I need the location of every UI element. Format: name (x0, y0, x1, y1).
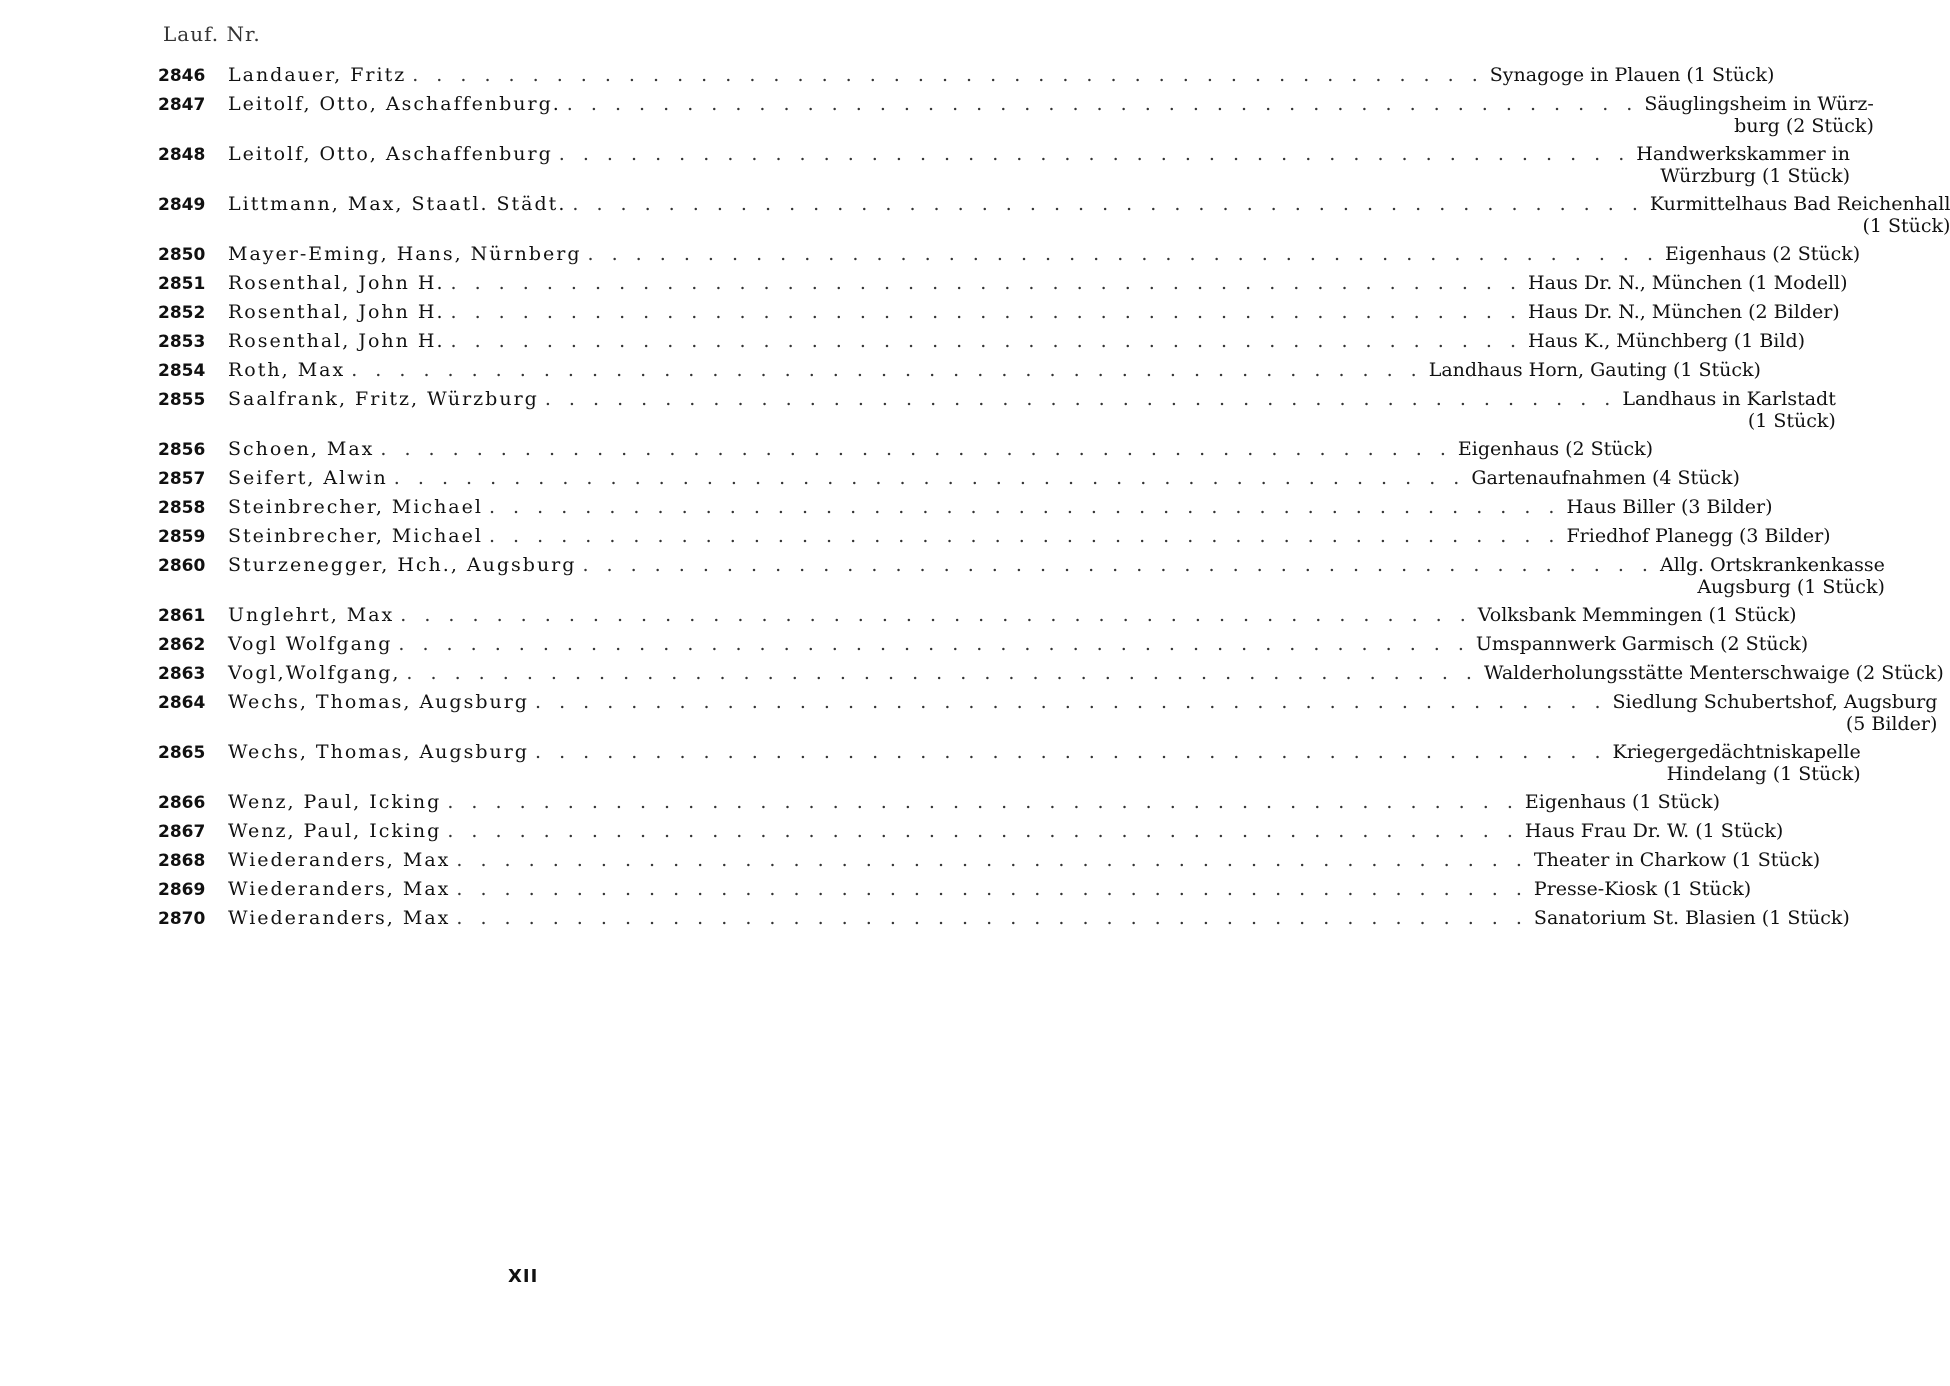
architect-name: Littmann, Max, Staatl. Städt. (228, 193, 567, 215)
work-title: Landhaus Horn, Gauting (1 Stück) (1428, 359, 1761, 381)
catalog-entry (158, 791, 1721, 814)
architect-name: Mayer-Eming, Hans, Nürnberg (228, 243, 582, 265)
dot-leader (489, 525, 1561, 547)
architect-name: Rosenthal, John H. (228, 272, 445, 294)
entry-line (228, 849, 1820, 871)
architect-name: Rosenthal, John H. (228, 330, 445, 352)
architect-name: Leitolf, Otto, Aschaffenburg. (228, 93, 561, 115)
dot-leader (545, 388, 1617, 410)
architect-name: Unglehrt, Max (228, 604, 395, 626)
architect-name: Landauer, Fritz (228, 64, 407, 86)
entry-line (228, 662, 1944, 684)
entry-number: 2869 (158, 880, 206, 900)
dot-leader (380, 438, 1452, 460)
entry-line (228, 243, 1860, 265)
entry-line (228, 496, 1773, 518)
work-title: Haus Dr. N., München (2 Bilder) (1528, 301, 1840, 323)
work-title: Sanatorium St. Blasien (1 Stück) (1533, 907, 1850, 929)
work-title: Allg. Ortskrankenkasse (1659, 554, 1885, 576)
entry-line (228, 388, 1836, 410)
catalog-entry (158, 878, 1752, 901)
dot-leader (447, 791, 1519, 813)
entry-line (228, 820, 1783, 842)
entry-body (228, 64, 1774, 86)
work-title-continued: (1 Stück) (1747, 410, 1836, 432)
entry-number: 2848 (158, 145, 206, 165)
architect-name: Roth, Max (228, 359, 346, 381)
architect-name: Steinbrecher, Michael (228, 525, 483, 547)
work-title: Eigenhaus (1 Stück) (1524, 791, 1721, 813)
dot-leader (567, 93, 1639, 115)
entry-number: 2870 (158, 909, 206, 929)
catalog-entry (158, 820, 1784, 843)
entry-number: 2861 (158, 606, 206, 626)
entry-body (228, 143, 1850, 187)
entry-number: 2847 (158, 95, 206, 115)
entry-body (228, 633, 1808, 655)
work-title: Eigenhaus (2 Stück) (1665, 243, 1861, 265)
work-title: Eigenhaus (2 Stück) (1457, 438, 1654, 460)
entry-body (228, 525, 1831, 547)
work-title: Siedlung Schubertshof, Augsburg (1612, 691, 1938, 713)
dot-leader (447, 820, 1519, 842)
entry-number: 2859 (158, 527, 206, 547)
work-title: Volksbank Memmingen (1 Stück) (1477, 604, 1797, 626)
catalog-entry (158, 691, 1938, 735)
catalog-entry (158, 64, 1775, 87)
entry-number: 2854 (158, 361, 206, 381)
catalog-entry (158, 907, 1850, 930)
entry-body (228, 849, 1820, 871)
dot-leader (456, 907, 1528, 929)
work-title: Haus Dr. N., München (1 Modell) (1528, 272, 1848, 294)
dot-leader (572, 193, 1644, 215)
entry-line (228, 907, 1850, 929)
entry-line (228, 604, 1797, 626)
entry-number: 2867 (158, 822, 206, 842)
catalog-entry (158, 193, 1950, 237)
dot-leader (456, 878, 1528, 900)
dot-leader (489, 496, 1561, 518)
entry-number: 2856 (158, 440, 206, 460)
architect-name: Schoen, Max (228, 438, 375, 460)
catalog-entry (158, 359, 1761, 382)
entry-number: 2863 (158, 664, 206, 684)
work-title: Friedhof Planegg (3 Bilder) (1566, 525, 1831, 547)
dot-leader (351, 359, 1423, 381)
work-title-continued: Augsburg (1 Stück) (1697, 576, 1885, 598)
entry-number: 2849 (158, 195, 206, 215)
entry-line (228, 330, 1805, 352)
work-title: Landhaus in Karlstadt (1622, 388, 1836, 410)
work-title: Umspannwerk Garmisch (2 Stück) (1475, 633, 1809, 655)
entry-body (228, 907, 1850, 929)
catalog-entry (158, 662, 1944, 685)
dot-leader (535, 691, 1607, 713)
page-header: Lauf. Nr. (163, 22, 261, 46)
entry-line (228, 301, 1840, 323)
entry-line (228, 93, 1874, 115)
dot-leader (406, 662, 1478, 684)
entry-body (228, 330, 1805, 352)
entry-line (228, 438, 1653, 460)
entry-body (228, 691, 1937, 735)
entry-number: 2852 (158, 303, 206, 323)
entry-line (228, 791, 1720, 813)
entry-line (228, 525, 1831, 547)
catalog-entry (158, 741, 1861, 785)
dot-leader (456, 849, 1528, 871)
work-title: Kriegergedächtniskapelle (1612, 741, 1861, 763)
entry-number: 2855 (158, 390, 206, 410)
catalog-entry (158, 467, 1740, 490)
entry-number: 2860 (158, 556, 206, 576)
entry-number: 2864 (158, 693, 206, 713)
entry-number: 2857 (158, 469, 206, 489)
architect-name: Wenz, Paul, Icking (228, 791, 442, 813)
catalog-entry (158, 438, 1654, 461)
entry-number: 2862 (158, 635, 206, 655)
entry-number: 2850 (158, 245, 206, 265)
entry-line (228, 633, 1808, 655)
work-title: Handwerkskammer in (1636, 143, 1851, 165)
architect-name: Wenz, Paul, Icking (228, 820, 442, 842)
dot-leader (451, 330, 1523, 352)
entry-body (228, 496, 1773, 518)
work-title-continued: Hindelang (1 Stück) (1666, 763, 1861, 785)
entry-line (228, 878, 1751, 900)
catalog-entry (158, 849, 1821, 872)
catalog-entry (158, 633, 1809, 656)
architect-name: Sturzenegger, Hch., Augsburg (228, 554, 577, 576)
architect-name: Wiederanders, Max (228, 849, 451, 871)
architect-name: Vogl Wolfgang (228, 633, 393, 655)
dot-leader (398, 633, 1470, 655)
entry-line (228, 554, 1885, 576)
catalog-entry (158, 272, 1848, 295)
work-title: Synagoge in Plauen (1 Stück) (1489, 64, 1775, 86)
work-title: Haus K., Münchberg (1 Bild) (1528, 330, 1806, 352)
work-title-continued: Würzburg (1 Stück) (1660, 165, 1851, 187)
dot-leader (559, 143, 1631, 165)
architect-name: Wiederanders, Max (228, 878, 451, 900)
architect-name: Steinbrecher, Michael (228, 496, 483, 518)
work-title: Haus Biller (3 Bilder) (1566, 496, 1773, 518)
entry-line (228, 64, 1774, 86)
dot-leader (588, 243, 1660, 265)
entry-line (228, 467, 1740, 489)
dot-leader (582, 554, 1654, 576)
architect-name: Vogl,Wolfgang, (228, 662, 401, 684)
dot-leader (451, 301, 1523, 323)
entry-body (228, 388, 1836, 432)
catalog-entry (158, 330, 1806, 353)
entry-body (228, 359, 1761, 381)
page-number: XII (508, 1266, 539, 1287)
catalog-entry (158, 143, 1851, 187)
work-title: Presse-Kiosk (1 Stück) (1533, 878, 1752, 900)
work-title: Gartenaufnahmen (4 Stück) (1471, 467, 1740, 489)
architect-name: Leitolf, Otto, Aschaffenburg (228, 143, 553, 165)
entry-body (228, 93, 1874, 137)
entry-line (228, 193, 1950, 215)
catalog-entry (158, 554, 1885, 598)
entry-body (228, 604, 1797, 626)
entry-number: 2846 (158, 66, 206, 86)
entry-body (228, 467, 1740, 489)
work-title: Theater in Charkow (1 Stück) (1533, 849, 1821, 871)
entry-body (228, 554, 1885, 598)
catalog-entry (158, 388, 1836, 432)
entry-number: 2868 (158, 851, 206, 871)
entry-body (228, 791, 1720, 813)
dot-leader (535, 741, 1607, 763)
entry-body (228, 878, 1751, 900)
work-title: Kurmittelhaus Bad Reichenhall (1649, 193, 1950, 215)
entry-body (228, 272, 1848, 294)
work-title: Haus Frau Dr. W. (1 Stück) (1524, 820, 1784, 842)
work-title-continued: (1 Stück) (1862, 215, 1950, 237)
dot-leader (400, 604, 1472, 626)
architect-name: Wechs, Thomas, Augsburg (228, 691, 529, 713)
entry-body (228, 193, 1950, 237)
catalog-entry (158, 243, 1861, 266)
architect-name: Wiederanders, Max (228, 907, 451, 929)
architect-name: Saalfrank, Fritz, Würzburg (228, 388, 539, 410)
catalog-entry (158, 604, 1797, 627)
entry-body (228, 301, 1840, 323)
entry-line (228, 741, 1861, 763)
entry-number: 2865 (158, 743, 206, 763)
architect-name: Rosenthal, John H. (228, 301, 445, 323)
entry-line (228, 359, 1761, 381)
entry-body (228, 662, 1944, 684)
catalog-entry (158, 525, 1831, 548)
entry-number: 2866 (158, 793, 206, 813)
entry-line (228, 143, 1850, 165)
catalog-entry (158, 301, 1840, 324)
dot-leader (412, 64, 1484, 86)
entry-body (228, 741, 1861, 785)
catalog-list (158, 64, 1950, 936)
entry-body (228, 820, 1783, 842)
entry-body (228, 243, 1860, 265)
entry-number: 2851 (158, 274, 206, 294)
work-title-continued: (5 Bilder) (1845, 713, 1938, 735)
architect-name: Wechs, Thomas, Augsburg (228, 741, 529, 763)
entry-line (228, 272, 1848, 294)
catalog-entry (158, 93, 1874, 137)
entry-number: 2858 (158, 498, 206, 518)
entry-line (228, 691, 1937, 713)
architect-name: Seifert, Alwin (228, 467, 388, 489)
dot-leader (394, 467, 1466, 489)
catalog-entry (158, 496, 1773, 519)
work-title-continued: burg (2 Stück) (1734, 115, 1874, 137)
dot-leader (451, 272, 1523, 294)
entry-number: 2853 (158, 332, 206, 352)
work-title: Säuglingsheim in Würz- (1644, 93, 1874, 115)
work-title: Walderholungsstätte Menterschwaige (2 Stück) (1483, 662, 1944, 684)
entry-body (228, 438, 1653, 460)
